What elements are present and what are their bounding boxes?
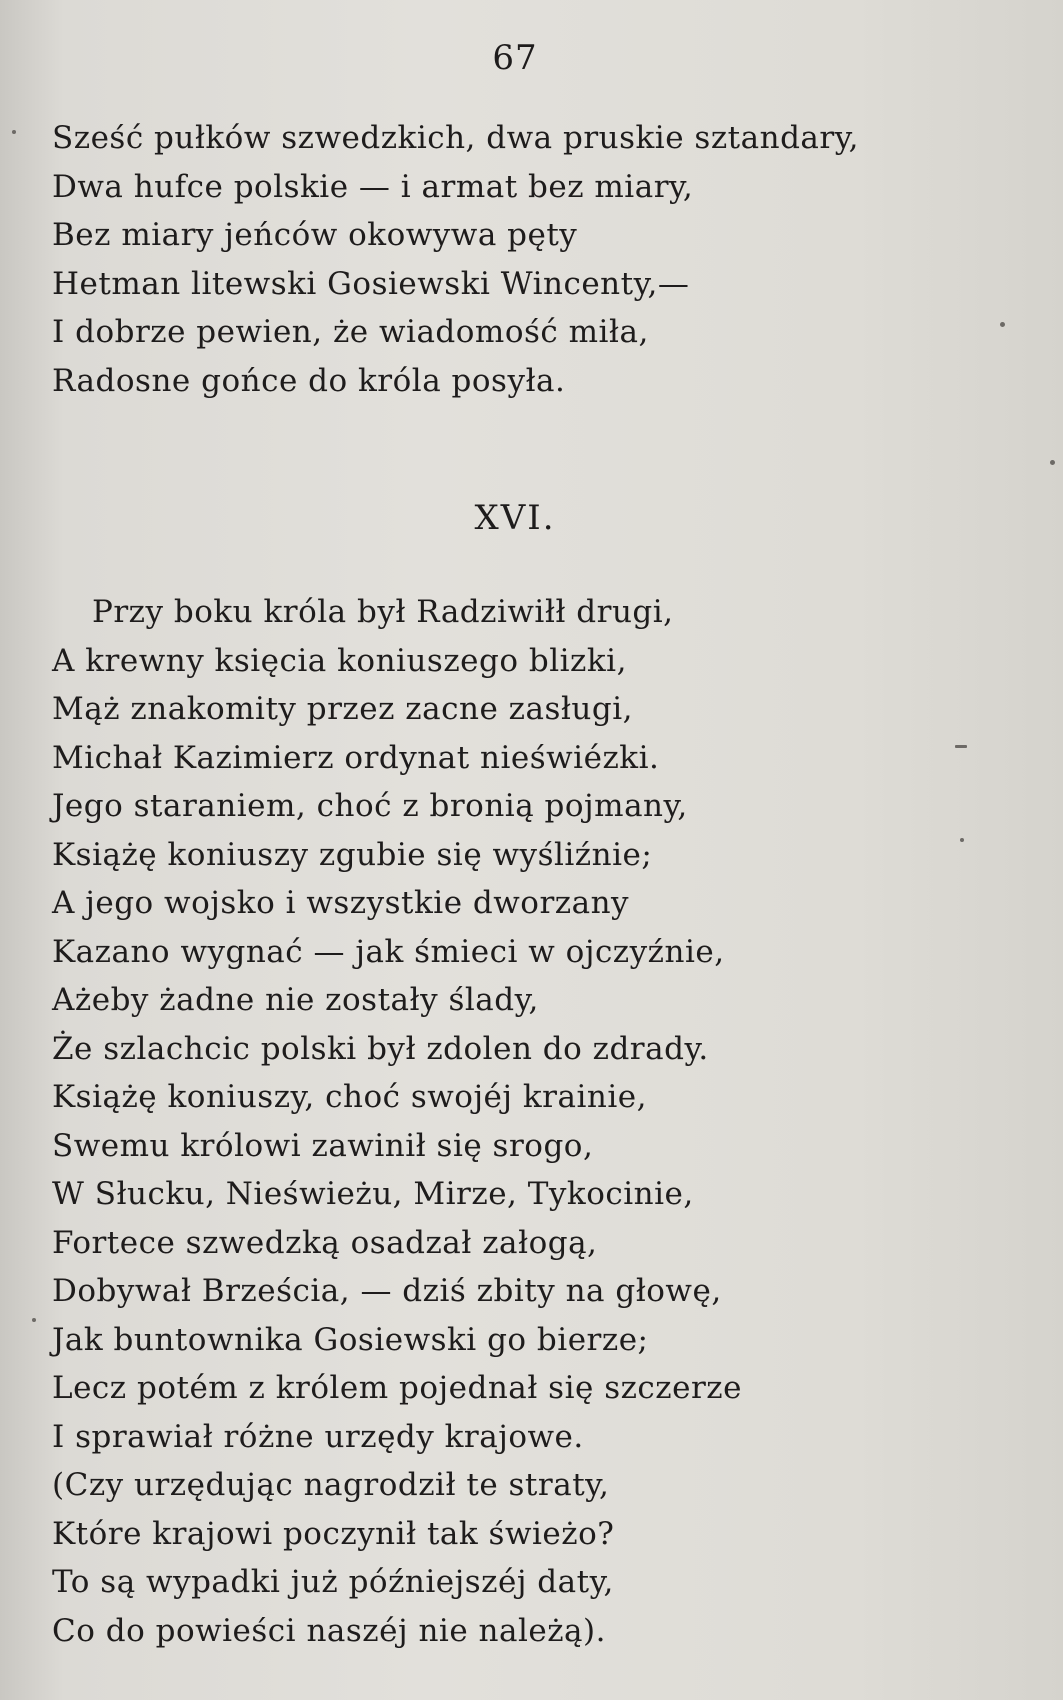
verse-line: Co do powieści naszéj nie należą). xyxy=(52,1612,606,1649)
verse-line: Ażeby żadne nie zostały ślady, xyxy=(52,982,539,1018)
section-heading: XVI. xyxy=(474,498,556,538)
verse-line: Które krajowi poczynił tak świeżo? xyxy=(52,1515,615,1552)
verse-line: Że szlachcic polski był zdolen do zdrady. xyxy=(52,1030,709,1067)
verse-line: I sprawiał różne urzędy krajowe. xyxy=(52,1418,584,1455)
verse-line: Bez miary jeńców okowywa pęty xyxy=(52,217,578,253)
verse-line: W Słucku, Nieświeżu, Mirze, Tykocinie, xyxy=(52,1176,694,1212)
verse-line: I dobrze pewien, że wiadomość miła, xyxy=(52,314,649,350)
paper-speck xyxy=(32,1318,36,1322)
page-number: 67 xyxy=(492,38,538,78)
verse-line: Kazano wygnać — jak śmieci w ojczyźnie, xyxy=(52,933,725,970)
verse-line: To są wypadki już późniejszéj daty, xyxy=(52,1564,614,1600)
paper-speck xyxy=(955,745,967,748)
verse-line: Dwa hufce polskie — i armat bez miary, xyxy=(52,168,694,205)
stanza-2 xyxy=(52,588,742,1655)
verse-line: Dobywał Brześcia, — dziś zbity na głowę, xyxy=(52,1273,722,1309)
verse-line: (Czy urzędując nagrodził te straty, xyxy=(52,1467,610,1503)
verse-line: Michał Kazimierz ordynat nieświézki. xyxy=(52,739,660,776)
verse-line: Książę koniuszy zgubie się wyśliźnie; xyxy=(52,836,653,873)
verse-line: Hetman litewski Gosiewski Wincenty,— xyxy=(52,265,690,302)
verse-line: Książę koniuszy, choć swojéj krainie, xyxy=(52,1079,647,1115)
verse-line: Lecz potém z królem pojednał się szczerze xyxy=(52,1370,742,1406)
verse-line: A jego wojsko i wszystkie dworzany xyxy=(52,885,630,921)
stanza-1 xyxy=(52,114,859,405)
verse-line: Fortece szwedzką osadzał załogą, xyxy=(52,1224,598,1261)
verse-line: A krewny księcia koniuszego blizki, xyxy=(52,642,627,679)
paper-speck xyxy=(1050,460,1055,465)
verse-line: Jak buntownika Gosiewski go bierze; xyxy=(52,1321,649,1358)
paper-speck xyxy=(960,838,964,842)
paper-speck xyxy=(1000,322,1005,327)
paper-speck xyxy=(12,130,16,134)
verse-line: Mąż znakomity przez zacne zasługi, xyxy=(52,691,633,727)
verse-line: Przy boku króla był Radziwiłł drugi, xyxy=(92,594,674,630)
verse-line: Jego staraniem, choć z bronią pojmany, xyxy=(52,788,688,824)
verse-line: Sześć pułków szwedzkich, dwa pruskie sztandary, xyxy=(52,120,859,156)
verse-line: Swemu królowi zawinił się srogo, xyxy=(52,1127,594,1164)
verse-line: Radosne gońce do króla posyła. xyxy=(52,362,566,399)
